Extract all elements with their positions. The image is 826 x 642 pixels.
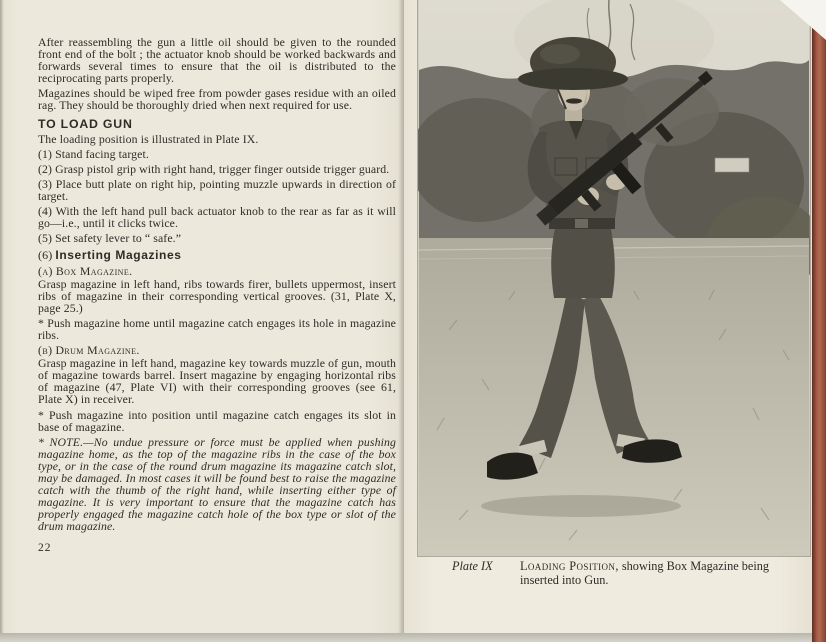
heading-inserting-number: (6) xyxy=(38,248,53,263)
note-paragraph: * NOTE.—No undue pressure or force must be applied when pushing magazine home, as the top of the magazine ribs in the case of the box type, or in the case of the round drum magazine its magazine catch slot, may be damaged. In most cases it will be found best to raise the magazine catch with the thumb of the right hand, while inserting either type of magazine. It is very important to ensure that the magazine catch has properly engaged the magazine catch hole of the box type or slot of the drum magazine. xyxy=(38,434,396,534)
drum-magazine-title: Drum Magazine. xyxy=(55,343,140,358)
drum-magazine-starred: * Push magazine into position until magazine catch engages its slot in base of magazine. xyxy=(38,407,396,434)
page-number: 22 xyxy=(38,542,52,555)
book-cover-edge xyxy=(812,0,826,642)
heading-inserting-magazines xyxy=(38,249,396,261)
plate-label: Plate IX xyxy=(452,559,493,573)
left-page-text-column xyxy=(38,36,396,555)
plate-ix-photo xyxy=(418,0,810,556)
caption-text xyxy=(520,560,788,587)
drum-magazine-body: Grasp magazine in left hand, magazine key towards muzzle of gun, mouth of magazine towards barrel. Insert magazine by engaging horizontal ribs of magazine (47, Plate VI) with their corresponding grooves (see 61, Plate X) in receiver. xyxy=(38,356,396,407)
box-magazine-title: Box Magazine. xyxy=(55,263,133,278)
step-4: (4) With the left hand pull back actuator knob to the rear as far as it will go—i.e., until it clicks twice. xyxy=(38,204,396,231)
drum-magazine-label: (b) xyxy=(38,343,53,358)
step-3: (3) Place butt plate on right hip, pointing muzzle upwards in direction of target. xyxy=(38,176,396,204)
heading-to-load-gun: TO LOAD GUN xyxy=(38,116,133,131)
left-page-edge-shadow xyxy=(0,0,4,642)
loading-intro: The loading position is illustrated in Plate IX. xyxy=(38,131,259,146)
paragraph-oil: After reassembling the gun a little oil should be given to the rounded front end of the bolt ; the actuator knob should be worked backwards and forwards several times to ensure that the oil is distributed to the reciprocating parts properly. xyxy=(38,35,396,86)
step-2: (2) Grasp pistol grip with right hand, trigger finger outside trigger guard. xyxy=(38,161,390,176)
box-magazine-starred: * Push magazine home until magazine catch engages its hole in magazine ribs. xyxy=(38,315,396,342)
step-5: (5) Set safety lever to “ safe.” xyxy=(38,231,182,246)
box-magazine-body: Grasp magazine in left hand, ribs towards firer, bullets uppermost, insert ribs of magazine in their corresponding vertical grooves. (31, Plate X, page 25.) xyxy=(38,276,396,315)
step-1: (1) Stand facing target. xyxy=(38,146,149,161)
drum-magazine-subhead xyxy=(38,344,396,356)
box-magazine-label: (a) xyxy=(38,263,53,278)
caption-rest: showing Box Magazine being inserted into Gun. xyxy=(520,559,770,587)
paragraph-magazines: Magazines should be wiped free from powder gases residue with an oiled rag. They should be thoroughly dried when next required for use. xyxy=(38,86,396,113)
caption-smallcaps: Loading Position, xyxy=(520,559,619,573)
left-page xyxy=(0,0,404,642)
bottom-table-edge xyxy=(0,633,812,642)
right-page xyxy=(404,0,812,642)
box-magazine-subhead xyxy=(38,265,396,277)
heading-inserting-title: Inserting Magazines xyxy=(55,248,182,263)
